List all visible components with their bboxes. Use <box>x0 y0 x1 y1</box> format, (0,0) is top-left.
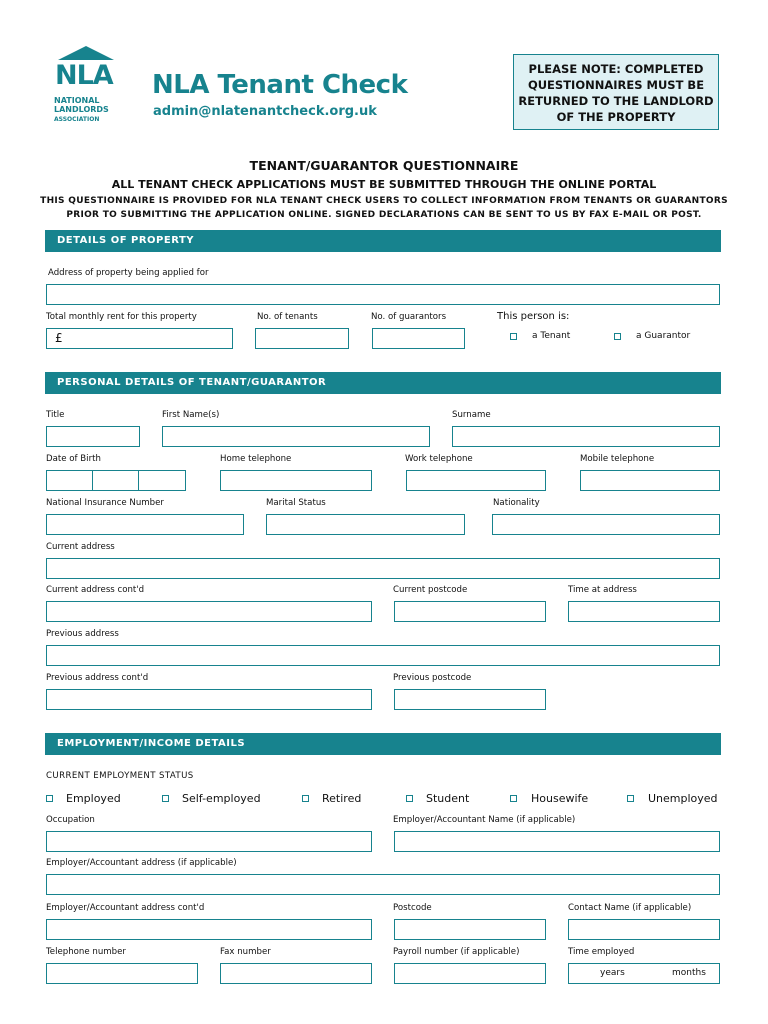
previous-address2-label: Previous address cont'd <box>46 673 149 683</box>
previous-postcode-input[interactable] <box>394 689 546 710</box>
title-label: Title <box>46 410 65 420</box>
title-input[interactable] <box>46 426 140 447</box>
section-header-employment: EMPLOYMENT/INCOME DETAILS <box>45 733 721 755</box>
rent-label: Total monthly rent for this property <box>46 312 197 322</box>
notice-line: OF THE PROPERTY <box>556 110 676 124</box>
current-address2-label: Current address cont'd <box>46 585 145 595</box>
self-employed-checkbox[interactable] <box>162 795 169 802</box>
guarantor-checkbox[interactable] <box>614 333 621 340</box>
tenant-checkbox[interactable] <box>510 333 517 340</box>
mobile-input[interactable] <box>580 470 720 491</box>
years-unit-label: years <box>600 968 625 978</box>
time-at-address-label: Time at address <box>568 585 637 595</box>
surname-label: Surname <box>452 410 491 420</box>
currency-symbol: £ <box>55 331 63 345</box>
retired-option-label: Retired <box>322 792 362 805</box>
contact-name-input[interactable] <box>568 919 720 940</box>
contact-name-label: Contact Name (if applicable) <box>568 903 692 913</box>
employed-option-label: Employed <box>66 792 121 805</box>
telephone-input[interactable] <box>46 963 198 984</box>
marital-input[interactable] <box>266 514 465 535</box>
intro-subtitle: ALL TENANT CHECK APPLICATIONS MUST BE SUBMITTED THROUGH THE ONLINE PORTAL <box>111 178 657 191</box>
page-title: NLA Tenant Check <box>152 70 408 100</box>
previous-postcode-label: Previous postcode <box>393 673 472 683</box>
notice-line: QUESTIONNAIRES MUST BE <box>527 78 705 92</box>
home-tel-input[interactable] <box>220 470 372 491</box>
first-names-input[interactable] <box>162 426 430 447</box>
fax-label: Fax number <box>220 947 271 957</box>
fax-input[interactable] <box>220 963 372 984</box>
previous-address2-input[interactable] <box>46 689 372 710</box>
marital-label: Marital Status <box>266 498 326 508</box>
time-at-address-input[interactable] <box>568 601 720 622</box>
notice-line: PLEASE NOTE: COMPLETED <box>528 62 704 76</box>
logo-roof-icon <box>58 46 114 60</box>
intro-text <box>0 194 768 222</box>
unemployed-option-label: Unemployed <box>648 792 718 805</box>
employer-address-label: Employer/Accountant address (if applicable) <box>46 858 237 868</box>
student-checkbox[interactable] <box>406 795 413 802</box>
postcode-input[interactable] <box>394 919 546 940</box>
current-address-input[interactable] <box>46 558 720 579</box>
employer-address2-input[interactable] <box>46 919 372 940</box>
dob-day-input[interactable] <box>46 470 93 491</box>
guarantor-option-label: a Guarantor <box>636 331 691 341</box>
logo-mark: NLA <box>55 60 113 91</box>
self-employed-option-label: Self-employed <box>182 792 261 805</box>
student-option-label: Student <box>426 792 470 805</box>
questionnaire-title: TENANT/GUARANTOR QUESTIONNAIRE <box>249 158 519 173</box>
nationality-input[interactable] <box>492 514 720 535</box>
logo-line1: NATIONAL <box>54 96 100 105</box>
retired-checkbox[interactable] <box>302 795 309 802</box>
notice-box <box>513 54 719 130</box>
guarantors-input[interactable] <box>372 328 465 349</box>
employer-address2-label: Employer/Accountant address cont'd <box>46 903 205 913</box>
employer-address-input[interactable] <box>46 874 720 895</box>
dob-month-input[interactable] <box>92 470 139 491</box>
mobile-label: Mobile telephone <box>580 454 655 464</box>
postcode-label: Postcode <box>393 903 432 913</box>
property-address-input[interactable] <box>46 284 720 305</box>
employment-status-label: CURRENT EMPLOYMENT STATUS <box>46 771 194 781</box>
guarantors-label: No. of guarantors <box>371 312 447 322</box>
notice-line: RETURNED TO THE LANDLORD <box>518 94 714 108</box>
intro-line: THIS QUESTIONNAIRE IS PROVIDED FOR NLA TENANT CHECK USERS TO COLLECT INFORMATION FROM TENANTS OR GUARANTORS <box>40 196 728 206</box>
telephone-label: Telephone number <box>46 947 126 957</box>
employer-name-label: Employer/Accountant Name (if applicable) <box>393 815 576 825</box>
months-unit-label: months <box>672 968 706 978</box>
property-address-label: Address of property being applied for <box>48 268 209 278</box>
current-postcode-input[interactable] <box>394 601 546 622</box>
housewife-checkbox[interactable] <box>510 795 517 802</box>
current-postcode-label: Current postcode <box>393 585 468 595</box>
payroll-label: Payroll number (if applicable) <box>393 947 520 957</box>
current-address-label: Current address <box>46 542 115 552</box>
contact-email[interactable]: admin@nlatenantcheck.org.uk <box>153 104 377 119</box>
previous-address-input[interactable] <box>46 645 720 666</box>
tenants-input[interactable] <box>255 328 349 349</box>
work-tel-label: Work telephone <box>405 454 473 464</box>
rent-input[interactable] <box>46 328 233 349</box>
ni-label: National Insurance Number <box>46 498 164 508</box>
first-names-label: First Name(s) <box>162 410 220 420</box>
dob-label: Date of Birth <box>46 454 101 464</box>
employed-checkbox[interactable] <box>46 795 53 802</box>
section-header-personal: PERSONAL DETAILS OF TENANT/GUARANTOR <box>45 372 721 394</box>
payroll-input[interactable] <box>394 963 546 984</box>
home-tel-label: Home telephone <box>220 454 292 464</box>
tenants-label: No. of tenants <box>257 312 318 322</box>
dob-year-input[interactable] <box>138 470 186 491</box>
current-address2-input[interactable] <box>46 601 372 622</box>
employer-name-input[interactable] <box>394 831 720 852</box>
occupation-input[interactable] <box>46 831 372 852</box>
section-header-property: DETAILS OF PROPERTY <box>45 230 721 252</box>
time-employed-label: Time employed <box>568 947 635 957</box>
intro-line: PRIOR TO SUBMITTING THE APPLICATION ONLINE. SIGNED DECLARATIONS CAN BE SENT TO US BY FAX E-MAIL OR POST. <box>66 210 702 220</box>
nationality-label: Nationality <box>493 498 540 508</box>
unemployed-checkbox[interactable] <box>627 795 634 802</box>
tenant-option-label: a Tenant <box>532 331 571 341</box>
person-type-label: This person is: <box>497 311 570 322</box>
previous-address-label: Previous address <box>46 629 119 639</box>
ni-input[interactable] <box>46 514 244 535</box>
time-employed-input[interactable] <box>568 963 720 984</box>
work-tel-input[interactable] <box>406 470 546 491</box>
logo-line3: ASSOCIATION <box>54 116 100 123</box>
surname-input[interactable] <box>452 426 720 447</box>
housewife-option-label: Housewife <box>531 792 589 805</box>
logo-line2: LANDLORDS <box>54 105 109 114</box>
occupation-label: Occupation <box>46 815 95 825</box>
